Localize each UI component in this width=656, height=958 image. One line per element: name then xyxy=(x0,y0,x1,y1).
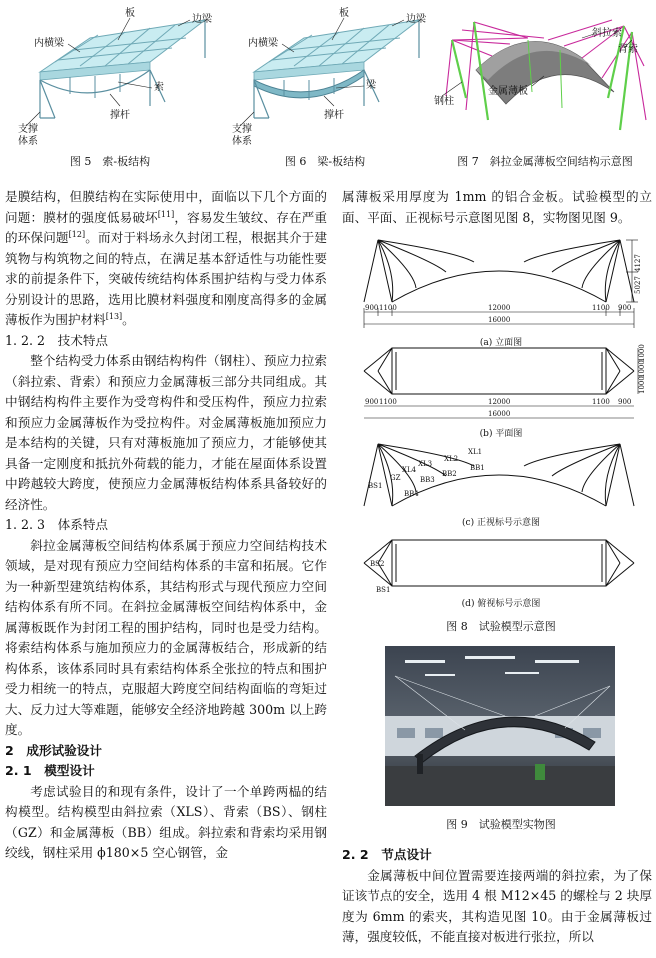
fig8d-tag-bs1: BS1 xyxy=(376,586,391,592)
fig5-label-inner-beam: 内横梁 xyxy=(34,38,64,49)
figure-7-stayed-metal-plate xyxy=(432,0,656,150)
left-para-2: 整个结构受力体系由钢结构构件（钢柱）、预应力拉索（斜拉索、背索）和预应力金属薄板三部分共同组成。其中钢结构构件主要作为受弯构件和受压构件，预应力拉索和预应力金属薄板作为受拉构件。对金属薄板施加预应力是本结构的关键，只有对薄板施加了预应力，才能够使其具备一定刚度和抵抗外荷载的能力，才能在屋面体系设置中跨越较大跨度，使预应力金属薄板结构体系具备较好的经济性。 xyxy=(5,353,327,512)
figure-7-caption: 图 7 斜拉金属薄板空间结构示意图 xyxy=(457,155,633,168)
right-para-1: 属薄板采用厚度为 1mm 的铝合金板。试验模型的立面、平面、正视标号示意图见图 8，实物图见图 9。 xyxy=(342,189,652,225)
figure-8b-caption: (b) 平面图 xyxy=(479,429,523,439)
fig8b-v1000: 1000 xyxy=(638,344,646,362)
heading-1-2-3: 1. 2. 3 体系特点 xyxy=(5,517,109,532)
fig8a-d900b: 900 xyxy=(618,304,632,312)
right-para-2: 金属薄板中间位置需要连接两端的斜拉索，为了保证该节点的安全，选用 4 根 M12×45 的螺栓与 2 块厚度为 6mm 的索夹，其构造见图 10。由于金属薄板过薄，强度较低，不能直接对板进行张拉，所以 xyxy=(342,867,652,944)
fig5-label-support: 支撑 xyxy=(18,124,38,135)
figure-8d-caption: (d) 俯视标号示意图 xyxy=(461,599,541,609)
fig8b-d1100a: 1100 xyxy=(379,398,397,406)
fig7-label-stay-cable: 斜拉索 xyxy=(592,28,622,39)
fig5-label-plate: 板 xyxy=(125,8,135,19)
fig5-label-support2: 体系 xyxy=(18,136,38,147)
fig7-label-metal-plate: 金属薄板 xyxy=(488,86,528,97)
fig7-label-back-cable: 背索 xyxy=(618,44,638,55)
fig6-label-edge-beam: 边梁 xyxy=(406,14,426,25)
heading-1-2-2: 1. 2. 2 技术特点 xyxy=(5,332,109,348)
figure-8c-caption: (c) 正视标号示意图 xyxy=(462,518,540,528)
fig8a-h5027: 5027 xyxy=(634,276,642,294)
fig8b-d16000: 16000 xyxy=(488,410,511,418)
fig8c-tag-bb2: BB2 xyxy=(442,470,457,478)
fig5-label-edge-beam: 边梁 xyxy=(192,14,212,25)
fig8a-d900a: 900 xyxy=(365,304,379,312)
fig8b-v1000b: 1000 xyxy=(638,360,646,378)
fig8c-tag-xl3: XL3 xyxy=(418,460,433,468)
ref-13: [13] xyxy=(105,311,123,321)
fig8a-h4127: 4127 xyxy=(634,254,642,272)
fig8b-d900a: 900 xyxy=(365,398,379,406)
fig8c-tag-bb1: BB1 xyxy=(470,464,485,472)
fig8a-d12000: 12000 xyxy=(488,304,511,312)
left-para-1: 是膜结构，但膜结构在实际使用中，面临以下几个方面的问题：膜材的强度低易破坏[11]，容易发生皱纹、存在严重的环保问题[12]。而对于料场永久封闭工程，根据其介于建筑物与构筑物之间的特点，在满足基本舒适性与功能性要求的前提条件下，突破传统结构体系围护结构与受力体系分别设计的思路，选用比膜材料强度和刚度高得多的金属薄板作为围护材料[13]。 xyxy=(5,189,328,327)
fig7-label-steel-column: 钢柱 xyxy=(434,96,454,107)
fig8c-tag-bs1: BS1 xyxy=(368,482,383,490)
fig8c-tag-gz: GZ xyxy=(390,474,401,482)
figure-6-beam-plate xyxy=(214,0,434,150)
fig8b-d1100b: 1100 xyxy=(592,398,610,406)
figure-8a-caption: (a) 立面图 xyxy=(479,338,523,348)
left-column xyxy=(5,187,327,864)
fig6-label-support2: 体系 xyxy=(232,136,252,147)
fig8b-v1000c: 1000 xyxy=(638,376,646,394)
fig8b-d900b: 900 xyxy=(618,398,632,406)
fig6-label-plate: 板 xyxy=(339,8,349,19)
fig8b-d12000: 12000 xyxy=(488,398,511,406)
left-para-4: 考虑试验目的和现有条件，设计了一个单跨两榀的结构模型。结构模型由斜拉索（XLS）、背索（BS）、钢柱（GZ）和金属薄板（BB）组成。斜拉索和背索均采用钢绞线，钢柱采用 ϕ180×5 空心钢管，金 xyxy=(5,783,327,860)
right-column-bottom xyxy=(342,845,652,948)
fig6-label-strut: 撑杆 xyxy=(324,110,344,121)
fig8c-tag-bb4: BB4 xyxy=(404,490,419,498)
figure-6-caption: 图 6 梁-板结构 xyxy=(284,155,366,168)
figure-8-caption: 图 8 试验模型示意图 xyxy=(446,620,556,633)
figure-8a-elevation xyxy=(356,232,646,338)
fig8c-tag-xl4: XL4 xyxy=(402,466,417,474)
fig8c-tag-bb3: BB3 xyxy=(420,476,435,484)
fig6-label-beam: 梁 xyxy=(366,80,376,91)
figure-5-caption: 图 5 索-板结构 xyxy=(69,155,151,168)
fig8a-d1100b: 1100 xyxy=(592,304,610,312)
heading-2: 2 成形试验设计 xyxy=(5,742,102,758)
heading-2-2: 2. 2 节点设计 xyxy=(342,847,432,862)
fig6-label-inner-beam: 内横梁 xyxy=(248,38,278,49)
figure-9-photo xyxy=(385,646,615,806)
fig8c-tag-xl2: XL2 xyxy=(444,455,459,463)
heading-2-1: 2. 1 模型设计 xyxy=(5,763,95,778)
ref-12: [12] xyxy=(68,229,86,239)
figure-5-cable-plate xyxy=(0,0,220,150)
fig5-label-strut: 撑杆 xyxy=(110,110,130,121)
ref-11: [11] xyxy=(157,209,175,219)
fig8c-tag-xl1: XL1 xyxy=(468,448,483,456)
figure-9-caption: 图 9 试验模型实物图 xyxy=(446,818,556,831)
left-para-3: 斜拉金属薄板空间结构体系属于预应力空间结构技术领域，是对现有预应力空间结构体系的丰富和拓展。它作为一种新型建筑结构体系，其结构形式与现代预应力空间结构体系有所不同。在斜拉金属薄板空间结构体系中，金属薄板既作为封闭工程的围护结构，同时也是受力结构。将索结构体系与施加预应力的金属薄板结合，形成新的结构体系，该体系同时具有索结构体系全张拉的特点和围护受力相统一的特点，克服超大跨度空间结构面临的弯矩过大、反力过大等难题，能够安全经济地跨越 300m 以上跨度。 xyxy=(5,537,327,737)
figure-8c-front-tags xyxy=(356,440,646,514)
fig8a-d16000: 16000 xyxy=(488,316,511,324)
right-column-top xyxy=(342,187,652,228)
fig5-label-cable: 索 xyxy=(154,82,164,93)
fig6-label-support: 支撑 xyxy=(232,124,252,135)
figure-8d-top-tags xyxy=(356,536,646,592)
figure-8b-plan xyxy=(356,342,646,424)
fig8d-tag-bs2: BS2 xyxy=(370,560,385,568)
fig8a-d1100a: 1100 xyxy=(379,304,397,312)
